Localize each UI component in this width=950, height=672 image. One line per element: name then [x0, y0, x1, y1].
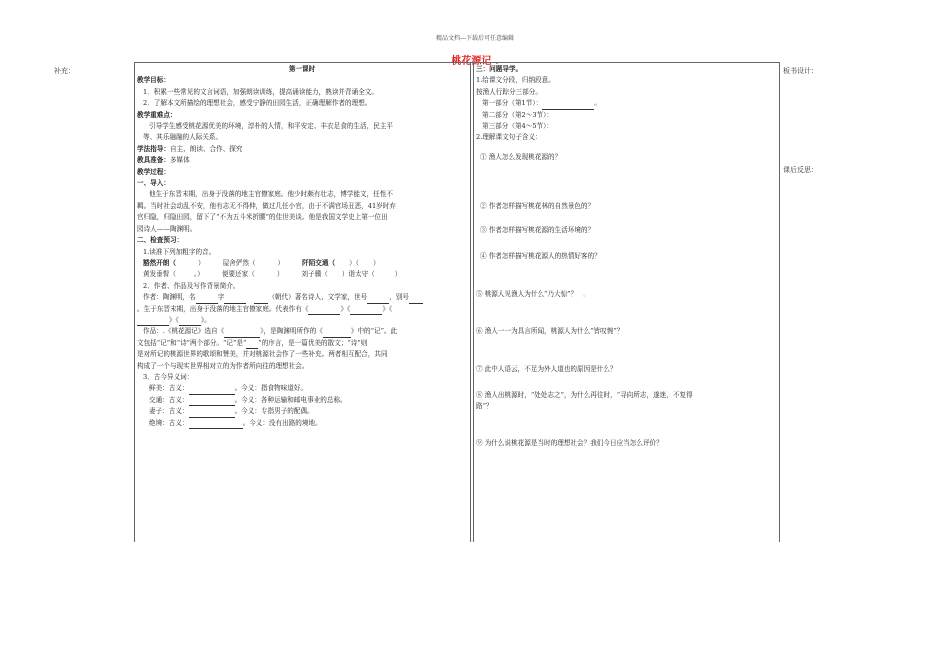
word-qizi: 妻子：古义： 。今义：专指男子的配偶。	[137, 406, 467, 417]
author-line-2: 。生于东晋末期，出身于没落的地主官僚家庭。代表作有《 》《 》《	[137, 304, 467, 315]
preview-heading: 二、检查预习：	[137, 236, 184, 245]
intro-line-4: 园诗人——陶渊明。	[137, 224, 197, 233]
method-line	[137, 144, 467, 155]
goal-1: 1．积累一些常见的文言词语，加强朗读训练，提高诵读能力，熟读并背诵全文。	[143, 87, 378, 96]
word-jiaotong: 交通：古义： 。今义：各种运输和邮电事业的总称。	[137, 395, 467, 406]
tools-value: 多媒体	[169, 156, 190, 165]
question-2: ② 作者怎样描写桃花林的自然景色的？	[480, 202, 595, 210]
question-guide-heading: 三：问题导学。	[476, 65, 523, 73]
segment-part-3: 第三部分（第4～5节）：	[482, 122, 554, 131]
tools-label: 教具准备：	[137, 156, 170, 165]
intro-line-3: 官归隐，归隐田园，留下了“不为五斗米折腰”的佳世美谈。他是我国文学史上第一位田	[137, 213, 388, 222]
intro-line-2: 羁。当时社会动乱不安，他有志无不得伸，做过几任小官，由于不满官场丑恶，41岁时弃	[137, 201, 396, 210]
author-line-3: 》《 》。	[137, 315, 467, 326]
segment-part-1: 第一部分（第1节）： 。	[476, 98, 776, 109]
preview-item-2: 2．作者、作品及写作背景简介。	[143, 281, 240, 290]
question-8: ⑧ 渔人出桃源时，“处处志之”，为什么再往时，“寻向所志，遂迷，不复得 路”？	[476, 391, 693, 411]
question-1: ① 渔人怎么发现桃花源的？	[480, 153, 562, 161]
table-left-rule	[134, 62, 135, 542]
method-label: 学法指导：	[137, 144, 170, 153]
work-line-1: 作品：.《桃花源记》选自《 》，是陶渊明所作的《 》中的“记”。此	[137, 326, 467, 337]
author-line-1: 作者：陶渊明，名 字 （朝代）著名诗人、文学家，世号 ，别号	[137, 292, 467, 303]
question-3: ③ 作者怎样描写桃花源的生活环境的？	[480, 226, 595, 234]
side-note-reflection: 课后反思：	[783, 166, 818, 174]
pronunciation-row-1: 豁然开朗（ ） 屋舍俨然（ ） 阡陌交通（ ）（ ）	[143, 258, 380, 267]
goals-heading: 教学目标：	[137, 76, 170, 85]
segment-task: 1.给课文分段，归纳段意。	[476, 76, 555, 85]
table-right-rule	[779, 62, 780, 542]
intro-heading: 一、导入：	[137, 179, 170, 188]
key-line-2: 等、其乐融融的人际关系。	[143, 133, 223, 142]
segment-method: 按渔人行踪分三部分。	[476, 87, 542, 96]
segment-part-2: 第二部分（第2～3节）：	[482, 110, 554, 119]
pronunciation-row-2: 黄发垂髫（ 。） 便要还家（ ） 刘子骥（ ）诣太守（ ）	[143, 270, 402, 279]
key-line-1: 引导学生感受桃花源优美的环境，淳朴的人情，和平安定、丰衣足食的生活，民主平	[149, 122, 393, 131]
side-note-supplement: 补充：	[54, 67, 75, 75]
key-heading: 教学重难点：	[137, 110, 177, 119]
sentence-task: 2.理解课文句子含义：	[476, 133, 542, 142]
process-heading: 教学过程：	[137, 167, 170, 176]
table-middle-rule	[470, 62, 471, 542]
lesson-plan-column	[137, 64, 467, 429]
question-5: ⑤ 桃源人见渔人为什么“乃大惊”？ 。	[476, 290, 590, 298]
question-4: ④ 作者怎样描写桃花源人的热情好客的？	[480, 252, 601, 260]
side-note-board-design: 板书设计：	[783, 67, 818, 75]
question-6: ⑥ 渔人一一为具言所闻，桃源人为什么“皆叹惋”？	[476, 327, 624, 335]
table-middle-rule-2	[473, 62, 474, 542]
intro-line-1: 他生于东晋末期，出身于没落的地主官僚家庭。他少时颇有壮志，博学能文，任性不	[149, 190, 393, 199]
tools-line	[137, 155, 467, 166]
question-9: ⑨ 为什么说桃花源是当时的理想社会？我们今日应当怎么评价？	[476, 439, 663, 447]
preview-item-3: 3．古今异义词：	[143, 372, 194, 381]
goal-2: 2．了解本文所描绘的理想社会，感受宁静的田园生活，正确理解作者的理想。	[143, 99, 372, 108]
doc-watermark: 精品文档---下载后可任意编辑	[435, 35, 515, 42]
word-xianmei: 鲜美：古义： 。今义：指食物味道好。	[137, 383, 467, 394]
question-guide-column	[476, 64, 776, 144]
lesson-heading: 第一课时	[288, 65, 316, 73]
question-7: ⑦ 此中人语云，不足为外人道也的原因是什么？	[476, 365, 617, 373]
work-line-3: 是对所记的桃源世界的歌颂和赞美，并对桃源社会作了一些补充。两者相互配合，共同	[137, 350, 388, 359]
word-juejing: 绝境：古义： 。今义：没有出路的境地。	[137, 418, 467, 429]
table-top-rule	[134, 62, 780, 63]
work-line-2: 文包括“记”和“诗”两个部分。“记”是“ ”的序言，是一篇优美的散文；“诗”则	[137, 338, 467, 349]
preview-item-1: 1.读准下列加粗字的音。	[143, 247, 216, 256]
method-value: 自主、朗读、合作、探究	[169, 144, 243, 153]
work-line-4: 构成了一个与现实世界相对立的为作者所向往的理想社会。	[137, 361, 309, 370]
